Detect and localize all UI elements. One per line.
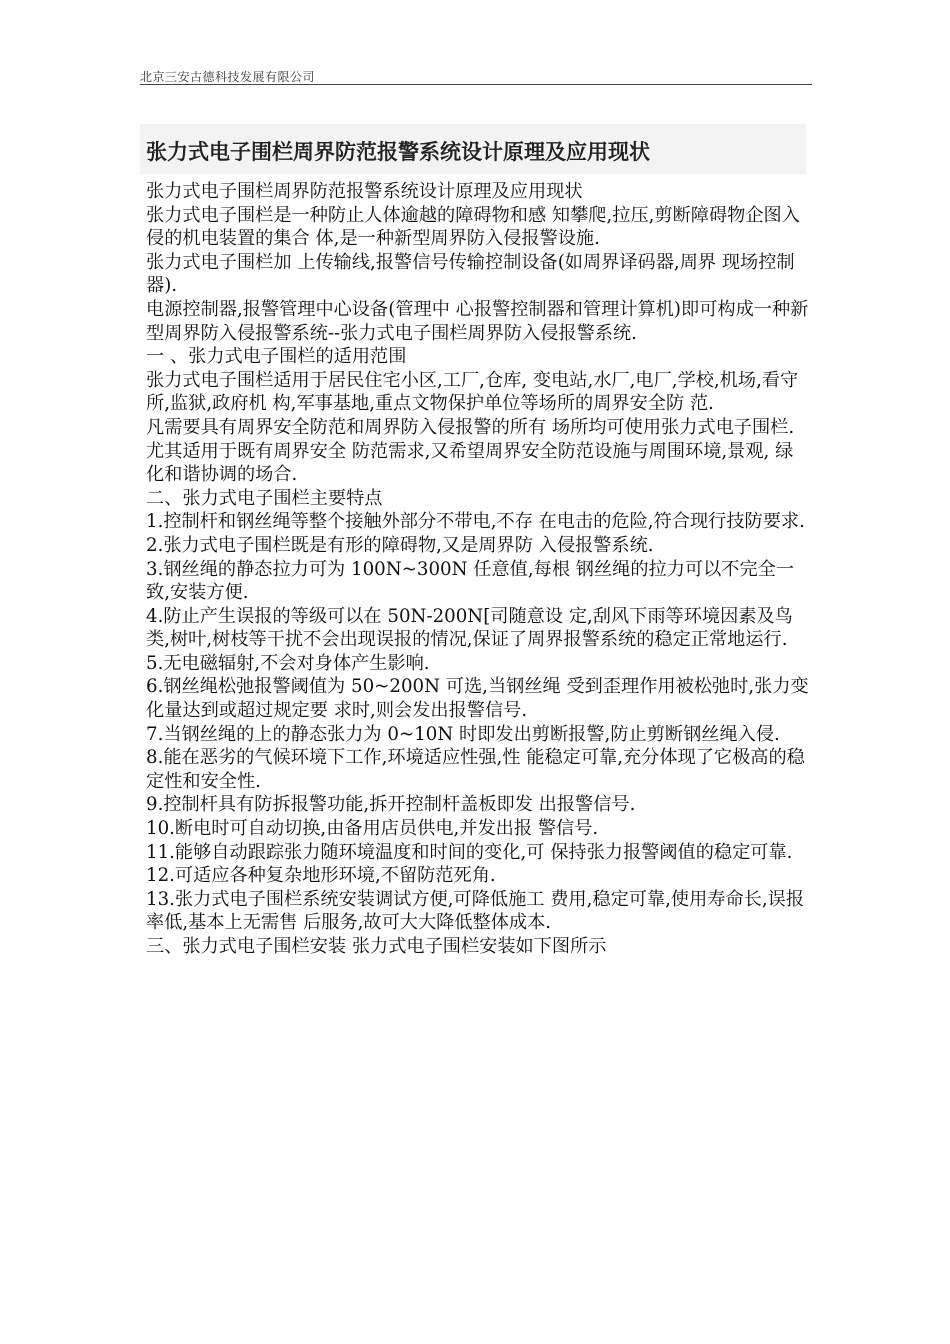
paragraph: 凡需要具有周界安全防范和周界防入侵报警的所有 场所均可使用张力式电子围栏.: [146, 416, 795, 438]
paragraph: 电源控制器,报警管理中心设备(管理中 心报警控制器和管理计算机)即可构成一种新型周界防入侵报警系统--张力式电子围栏周界防入侵报警系统.: [146, 298, 809, 344]
paragraph: 张力式电子围栏是一种防止人体逾越的障碍物和感 知攀爬,拉压,剪断障碍物企图入侵的机电装置的集合 体,是一种新型周界防入侵报警设施.: [146, 204, 800, 250]
list-item: 5.无电磁辐射,不会对身体产生影响.: [146, 652, 430, 674]
document-title: 张力式电子围栏周界防范报警系统设计原理及应用现状: [146, 140, 650, 164]
list-item: 8.能在恶劣的气候环境下工作,环境适应性强,性 能稳定可靠,充分体现了它极高的稳定性和安全性.: [146, 747, 805, 792]
list-item: 9.控制杆具有防拆报警功能,拆开控制杆盖板即发 出报警信号.: [146, 794, 636, 816]
section-heading: 二、张力式电子围栏主要特点: [146, 487, 383, 509]
page-header: [140, 62, 812, 85]
list-item: 4.防止产生误报的等级可以在 50N-200N[司随意设 定,刮风下雨等环境因素及鸟类,树叶,树枝等干扰不会出现误报的情况,保证了周界报警系统的稳定正常地运行.: [146, 605, 793, 651]
list-item: 1.控制杆和钢丝绳等整个接触外部分不带电,不存 在电击的危险,符合现行技防要求.: [146, 511, 805, 533]
list-item: 6.钢丝绳松弛报警阈值为 50~200N 可选,当钢丝绳 受到歪理作用被松弛时,张力变化量达到或超过规定要 求时,则会发出报警信号.: [146, 676, 809, 722]
list-item: 13.张力式电子围栏系统安装调试方便,可降低施工 费用,稳定可靠,使用寿命长,误报率低,基本上无需售 后服务,故可大大降低整体成本.: [146, 888, 805, 934]
paragraph: 张力式电子围栏适用于居民住宅小区,工厂,仓库, 变电站,水厂,电厂,学校,机场,看守所,监狱,政府机 构,军事基地,重点文物保护单位等场所的周界安全防 范.: [146, 369, 799, 415]
section-heading: 三、张力式电子围栏安装 张力式电子围栏安装如下图所示: [146, 936, 607, 957]
list-item: 7.当钢丝绳的上的静态张力为 0~10N 时即发出剪断报警,防止剪断钢丝绳入侵.: [146, 723, 780, 745]
paragraph: 张力式电子围栏周界防范报警系统设计原理及应用现状: [146, 181, 583, 202]
paragraph: 尤其适用于既有周界安全 防范需求,又希望周界安全防范设施与周围环境,景观, 绿化和谐协调的场合.: [146, 440, 794, 486]
list-item: 11.能够自动跟踪张力随环境温度和时间的变化,可 保持张力报警阈值的稳定可靠.: [146, 841, 793, 863]
title-band: [140, 124, 806, 174]
list-item: 10.断电时可自动切换,由备用店员供电,并发出报 警信号.: [146, 818, 599, 840]
company-name: 北京三安古德科技发展有限公司: [140, 70, 316, 84]
list-item: 12.可适应各种复杂地形环境,不留防范死角.: [146, 865, 496, 887]
document-body: [146, 180, 810, 959]
list-item: 2.张力式电子围栏既是有形的障碍物,又是周界防 入侵报警系统.: [146, 534, 654, 556]
list-item: 3.钢丝绳的静态拉力可为 100N~300N 任意值,每根 钢丝绳的拉力可以不完全一致,安装方便.: [146, 558, 795, 604]
paragraph: 张力式电子围栏加 上传输线,报警信号传输控制设备(如周界译码器,周界 现场控制器).: [146, 251, 795, 297]
section-heading: 一 、张力式电子围栏的适用范围: [146, 346, 407, 368]
